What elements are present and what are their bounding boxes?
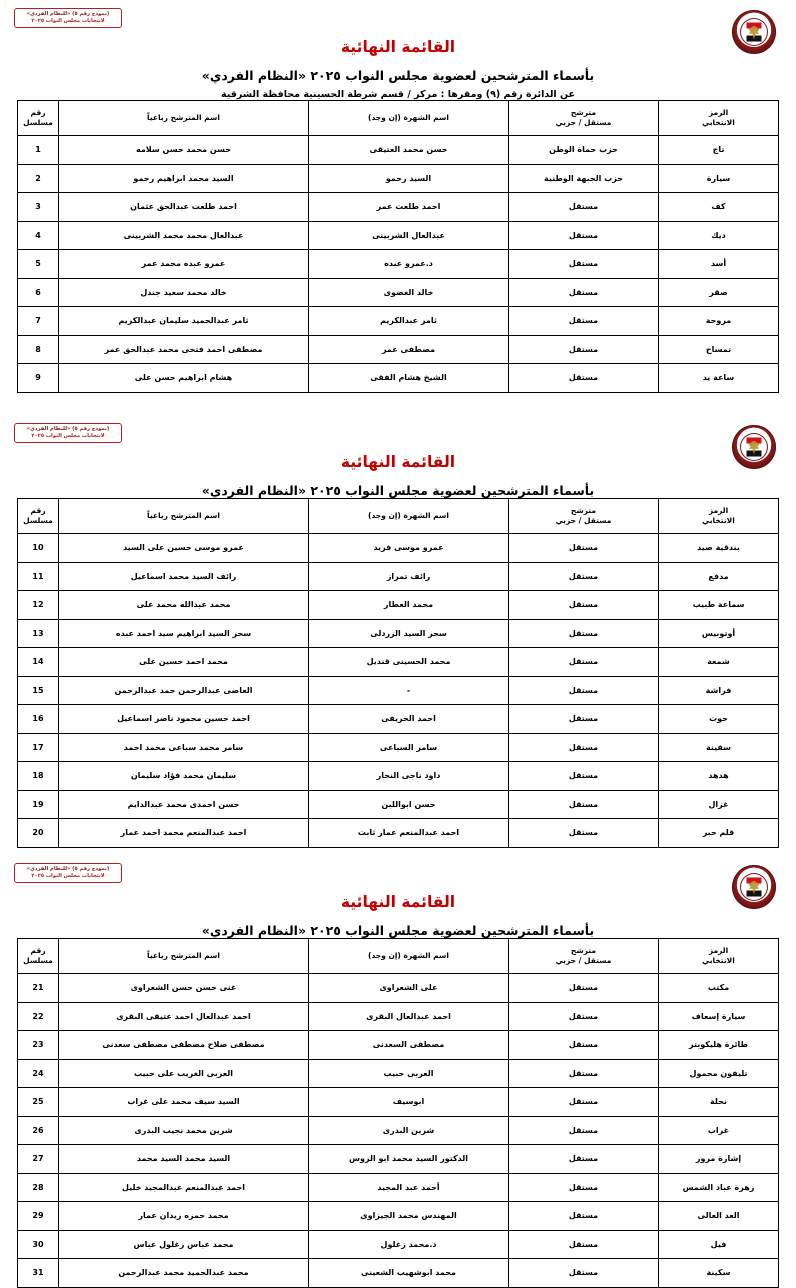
candidate-serial-number: 31 (18, 1259, 59, 1288)
candidate-affiliation: مستقل (509, 1059, 659, 1088)
candidate-full-name: مصطفى صلاح مصطفى مصطفى سعدنى (59, 1031, 309, 1060)
stamp-line-1: (نموذج رقم ٥) «للنظام الفردي» (26, 426, 110, 432)
candidate-fame-name: ثامر عبدالكريم (309, 307, 509, 336)
candidate-fame-name: أحمد عبد المجيد (309, 1173, 509, 1202)
candidate-serial-number: 4 (18, 221, 59, 250)
table-body (18, 136, 779, 393)
candidate-fame-name: سامر السباعى (309, 733, 509, 762)
candidate-affiliation: مستقل (509, 1145, 659, 1174)
column-header-affiliation: مترشح مستقل / حزبي (509, 939, 659, 974)
list-page-3 (0, 855, 796, 1280)
candidate-symbol: تمساح (659, 335, 779, 364)
table-row (18, 221, 779, 250)
candidate-affiliation: مستقل (509, 1202, 659, 1231)
column-header-serial: رقم مسلسل (18, 101, 59, 136)
candidate-full-name: محمد عباس زغلول عباس (59, 1230, 309, 1259)
table-row (18, 1002, 779, 1031)
stamp-line-1: (نموذج رقم ٥) «للنظام الفردي» (26, 866, 110, 872)
form-number-stamp (14, 8, 122, 28)
candidate-serial-number: 5 (18, 250, 59, 279)
candidate-full-name: حسن محمد حسن سلامه (59, 136, 309, 165)
column-header-fame-name: اسم الشهرة (إن وجد) (309, 101, 509, 136)
column-header-candidate-name: اسم المترشح رباعياً (59, 499, 309, 534)
table-row (18, 1173, 779, 1202)
table-row (18, 136, 779, 165)
candidate-serial-number: 27 (18, 1145, 59, 1174)
candidate-fame-name: العربى حبيب (309, 1059, 509, 1088)
table-row (18, 1230, 779, 1259)
page-header (0, 0, 796, 34)
emblem-ring (732, 865, 776, 909)
candidate-fame-name: احمد طلعت عمر (309, 193, 509, 222)
candidate-affiliation: مستقل (509, 193, 659, 222)
table-row (18, 676, 779, 705)
candidate-symbol: مدفع (659, 562, 779, 591)
candidate-full-name: سحر السيد ابراهيم سيد احمد عبده (59, 619, 309, 648)
candidate-fame-name: السيد رحمو (309, 164, 509, 193)
candidate-symbol: إشارة مرور (659, 1145, 779, 1174)
table-row (18, 705, 779, 734)
candidate-symbol: كف (659, 193, 779, 222)
emblem-ring (732, 425, 776, 469)
candidate-affiliation: مستقل (509, 762, 659, 791)
table-header-row (18, 939, 779, 974)
page-subtitle: بأسماء المترشحين لعضوية مجلس النواب ٢٠٢٥ «النظام الفردي» (201, 68, 595, 83)
candidate-affiliation: مستقل (509, 562, 659, 591)
candidate-fame-name: عمرو موسى فريد (309, 534, 509, 563)
candidate-serial-number: 30 (18, 1230, 59, 1259)
candidate-serial-number: 13 (18, 619, 59, 648)
table-row (18, 193, 779, 222)
candidate-fame-name: حسن محمد العتيقى (309, 136, 509, 165)
candidate-full-name: سامر محمد سباعى محمد احمد (59, 733, 309, 762)
table-row (18, 364, 779, 393)
table-row (18, 1088, 779, 1117)
page-header (0, 415, 796, 449)
form-number-stamp (14, 863, 122, 883)
column-header-serial: رقم مسلسل (18, 939, 59, 974)
table-row (18, 819, 779, 848)
candidate-full-name: محمد عبدالله محمد على (59, 591, 309, 620)
candidate-serial-number: 16 (18, 705, 59, 734)
candidate-full-name: سليمان محمد فؤاد سليمان (59, 762, 309, 791)
candidate-affiliation: مستقل (509, 705, 659, 734)
candidates-table (17, 100, 779, 393)
table-row (18, 648, 779, 677)
table-header-row (18, 101, 779, 136)
column-header-symbol: الرمز الانتخابي (659, 499, 779, 534)
page-header (0, 855, 796, 889)
candidate-affiliation: مستقل (509, 307, 659, 336)
candidate-affiliation: مستقل (509, 676, 659, 705)
table-row (18, 790, 779, 819)
candidate-full-name: احمد عبدالمنعم محمد احمد عمار (59, 819, 309, 848)
table-header-row (18, 499, 779, 534)
candidate-symbol: غزال (659, 790, 779, 819)
candidate-serial-number: 1 (18, 136, 59, 165)
candidate-fame-name: رائف تمراز (309, 562, 509, 591)
candidate-affiliation: مستقل (509, 619, 659, 648)
candidate-full-name: خالد محمد سعيد جندل (59, 278, 309, 307)
candidate-fame-name: على الشعراوى (309, 974, 509, 1003)
table-row (18, 762, 779, 791)
candidate-full-name: ثامر عبدالحميد سليمان عبدالكريم (59, 307, 309, 336)
candidate-symbol: سيارة (659, 164, 779, 193)
candidate-symbol: تاج (659, 136, 779, 165)
candidate-affiliation: حزب حماة الوطن (509, 136, 659, 165)
list-page-1 (0, 0, 796, 415)
candidate-fame-name: مصطفى عمر (309, 335, 509, 364)
candidate-affiliation: مستقل (509, 790, 659, 819)
egypt-national-elections-authority-emblem-icon (730, 861, 778, 915)
table-row (18, 1116, 779, 1145)
candidate-full-name: غنى حسن حسن الشعراوى (59, 974, 309, 1003)
candidate-full-name: هشام ابراهيم حسن على (59, 364, 309, 393)
candidate-affiliation: مستقل (509, 221, 659, 250)
page-title: القائمة النهائية (340, 453, 456, 471)
candidate-fame-name: احمد الحريفى (309, 705, 509, 734)
candidate-serial-number: 7 (18, 307, 59, 336)
candidate-affiliation: مستقل (509, 1116, 659, 1145)
column-header-symbol: الرمز الانتخابي (659, 101, 779, 136)
candidate-serial-number: 29 (18, 1202, 59, 1231)
candidate-full-name: العاصى عبدالرحمن حمد عبدالرحمن (59, 676, 309, 705)
candidate-fame-name: محمد العطار (309, 591, 509, 620)
candidate-affiliation: مستقل (509, 1088, 659, 1117)
table-row (18, 1259, 779, 1288)
candidate-serial-number: 9 (18, 364, 59, 393)
table-body (18, 534, 779, 848)
candidate-full-name: عمرو عبده محمد عمر (59, 250, 309, 279)
egypt-national-elections-authority-emblem-icon (730, 6, 778, 60)
candidate-fame-name: حسن ابواللبن (309, 790, 509, 819)
candidate-full-name: شرين محمد نجيب البدرى (59, 1116, 309, 1145)
candidate-symbol: أوتوبيس (659, 619, 779, 648)
candidate-fame-name: احمد عبدالعال البقرى (309, 1002, 509, 1031)
candidate-full-name: رائف السيد محمد اسماعيل (59, 562, 309, 591)
candidate-symbol: تليفون محمول (659, 1059, 779, 1088)
candidate-full-name: السيد محمد ابراهيم رحمو (59, 164, 309, 193)
candidate-serial-number: 2 (18, 164, 59, 193)
candidate-affiliation: مستقل (509, 733, 659, 762)
candidate-serial-number: 28 (18, 1173, 59, 1202)
candidate-fame-name: عبدالعال الشربينى (309, 221, 509, 250)
candidate-full-name: احمد حسين محمود ناصر اسماعيل (59, 705, 309, 734)
emblem-ring (732, 10, 776, 54)
egypt-national-elections-authority-emblem-icon (730, 421, 778, 475)
candidate-affiliation: مستقل (509, 335, 659, 364)
candidate-affiliation: مستقل (509, 974, 659, 1003)
page-title: القائمة النهائية (340, 893, 456, 911)
candidate-affiliation: مستقل (509, 819, 659, 848)
candidate-symbol: نحلة (659, 1088, 779, 1117)
candidate-full-name: عمرو موسى حسين على السيد (59, 534, 309, 563)
candidate-full-name: محمد عبدالحميد محمد عبدالرحمن (59, 1259, 309, 1288)
candidate-symbol: طائرة هليكوبتر (659, 1031, 779, 1060)
candidate-symbol: سيارة إسعاف (659, 1002, 779, 1031)
emblem-inner-disc (741, 874, 767, 900)
table-row (18, 562, 779, 591)
table-row (18, 1059, 779, 1088)
list-page-2 (0, 415, 796, 855)
candidate-affiliation: مستقل (509, 534, 659, 563)
candidate-serial-number: 18 (18, 762, 59, 791)
candidate-serial-number: 22 (18, 1002, 59, 1031)
candidate-fame-name: خالد الغضوى (309, 278, 509, 307)
table-row (18, 733, 779, 762)
candidate-symbol: سماعة طبيب (659, 591, 779, 620)
candidates-table (17, 938, 779, 1288)
candidate-fame-name: شرين البدرى (309, 1116, 509, 1145)
column-header-serial: رقم مسلسل (18, 499, 59, 534)
district-line: عن الدائرة رقم (٩) ومقرها : مركز / قسم شرطة الحسينية محافظة الشرقية (220, 89, 576, 100)
candidate-serial-number: 14 (18, 648, 59, 677)
candidate-serial-number: 10 (18, 534, 59, 563)
candidate-fame-name: الدكتور السيد محمد ابو الروس (309, 1145, 509, 1174)
table-row (18, 591, 779, 620)
candidate-full-name: احمد طلعت عبدالحق عثمان (59, 193, 309, 222)
candidate-full-name: محمد احمد حسين على (59, 648, 309, 677)
candidate-affiliation: مستقل (509, 591, 659, 620)
candidate-symbol: ديك (659, 221, 779, 250)
candidate-fame-name: مصطفى السعدنى (309, 1031, 509, 1060)
candidate-full-name: احمد عبدالعال احمد عتيقى البقرى (59, 1002, 309, 1031)
table-row (18, 974, 779, 1003)
table-row (18, 307, 779, 336)
candidate-full-name: السيد سيف محمد على غراب (59, 1088, 309, 1117)
candidate-serial-number: 26 (18, 1116, 59, 1145)
candidate-fame-name: احمد عبدالمنعم عمار ثابت (309, 819, 509, 848)
candidate-fame-name: الشيخ هشام الفقى (309, 364, 509, 393)
candidate-serial-number: 17 (18, 733, 59, 762)
candidate-serial-number: 11 (18, 562, 59, 591)
emblem-inner-disc (741, 434, 767, 460)
emblem-inner-disc (741, 19, 767, 45)
candidate-fame-name: محمد ابوشهيب الشعينى (309, 1259, 509, 1288)
page-title: القائمة النهائية (340, 38, 456, 56)
column-header-candidate-name: اسم المترشح رباعياً (59, 939, 309, 974)
stamp-line-2: لانتخابات مجلس النواب ٢٠٢٥ (31, 432, 105, 439)
candidate-affiliation: مستقل (509, 1230, 659, 1259)
stamp-line-2: لانتخابات مجلس النواب ٢٠٢٥ (31, 17, 105, 24)
candidate-affiliation: مستقل (509, 648, 659, 677)
candidate-affiliation: مستقل (509, 1259, 659, 1288)
table-body (18, 974, 779, 1288)
candidate-serial-number: 25 (18, 1088, 59, 1117)
candidate-symbol: صقر (659, 278, 779, 307)
table-row (18, 250, 779, 279)
candidate-serial-number: 20 (18, 819, 59, 848)
candidate-symbol: زهرة عباد الشمس (659, 1173, 779, 1202)
candidate-fame-name: ابوسيف (309, 1088, 509, 1117)
candidate-symbol: العد العالى (659, 1202, 779, 1231)
page-subtitle: بأسماء المترشحين لعضوية مجلس النواب ٢٠٢٥ «النظام الفردي» (201, 483, 595, 498)
candidate-symbol: مكتب (659, 974, 779, 1003)
table-row (18, 164, 779, 193)
stamp-line-1: (نموذج رقم ٥) «للنظام الفردي» (26, 11, 110, 17)
table-row (18, 1202, 779, 1231)
candidate-full-name: السيد محمد السيد محمد (59, 1145, 309, 1174)
candidate-full-name: احمد عبدالمنعم عبدالمجيد خليل (59, 1173, 309, 1202)
candidate-full-name: مصطفى احمد فتحى محمد عبدالحق عمر (59, 335, 309, 364)
candidate-fame-name: سحر السيد الزردلى (309, 619, 509, 648)
candidate-symbol: فراشة (659, 676, 779, 705)
column-header-affiliation: مترشح مستقل / حزبي (509, 499, 659, 534)
candidate-symbol: أسد (659, 250, 779, 279)
candidate-symbol: حوت (659, 705, 779, 734)
candidate-affiliation: مستقل (509, 1031, 659, 1060)
candidate-affiliation: مستقل (509, 1002, 659, 1031)
candidate-serial-number: 24 (18, 1059, 59, 1088)
candidate-symbol: ساعة يد (659, 364, 779, 393)
candidate-fame-name: د.محمد زغلول (309, 1230, 509, 1259)
candidate-serial-number: 6 (18, 278, 59, 307)
candidates-table (17, 498, 779, 848)
candidate-serial-number: 19 (18, 790, 59, 819)
candidate-full-name: حسن احمدى محمد عبدالدايم (59, 790, 309, 819)
candidate-serial-number: 12 (18, 591, 59, 620)
candidate-symbol: سفينة (659, 733, 779, 762)
table-row (18, 278, 779, 307)
candidate-fame-name: محمد الحسينى قنديل (309, 648, 509, 677)
column-header-candidate-name: اسم المترشح رباعياً (59, 101, 309, 136)
candidate-serial-number: 8 (18, 335, 59, 364)
stamp-line-2: لانتخابات مجلس النواب ٢٠٢٥ (31, 872, 105, 879)
candidate-fame-name: د.عمرو عبده (309, 250, 509, 279)
table-row (18, 534, 779, 563)
candidate-fame-name: المهندس محمد الجيزاوى (309, 1202, 509, 1231)
candidate-fame-name: - (309, 676, 509, 705)
candidate-affiliation: مستقل (509, 278, 659, 307)
candidate-affiliation: مستقل (509, 250, 659, 279)
candidate-serial-number: 3 (18, 193, 59, 222)
column-header-symbol: الرمز الانتخابي (659, 939, 779, 974)
candidate-serial-number: 21 (18, 974, 59, 1003)
form-number-stamp (14, 423, 122, 443)
column-header-fame-name: اسم الشهرة (إن وجد) (309, 499, 509, 534)
column-header-affiliation: مترشح مستقل / حزبي (509, 101, 659, 136)
page-subtitle: بأسماء المترشحين لعضوية مجلس النواب ٢٠٢٥ «النظام الفردي» (201, 923, 595, 938)
candidate-symbol: فيل (659, 1230, 779, 1259)
candidate-affiliation: مستقل (509, 1173, 659, 1202)
candidate-affiliation: حزب الجبهة الوطنية (509, 164, 659, 193)
candidate-full-name: العربى الغريب على حبيب (59, 1059, 309, 1088)
table-row (18, 1145, 779, 1174)
column-header-fame-name: اسم الشهرة (إن وجد) (309, 939, 509, 974)
candidate-affiliation: مستقل (509, 364, 659, 393)
candidate-fame-name: داود ناجى النجار (309, 762, 509, 791)
table-row (18, 1031, 779, 1060)
candidate-symbol: هدهد (659, 762, 779, 791)
candidate-symbol: شمعة (659, 648, 779, 677)
candidate-symbol: قلم حبر (659, 819, 779, 848)
candidate-symbol: غراب (659, 1116, 779, 1145)
candidate-serial-number: 23 (18, 1031, 59, 1060)
candidate-full-name: محمد حمزه زيدان عمار (59, 1202, 309, 1231)
table-row (18, 335, 779, 364)
candidate-symbol: بندقية صيد (659, 534, 779, 563)
table-row (18, 619, 779, 648)
candidate-symbol: مروحة (659, 307, 779, 336)
candidate-serial-number: 15 (18, 676, 59, 705)
candidate-symbol: سكينة (659, 1259, 779, 1288)
candidate-full-name: عبدالعال محمد محمد الشربينى (59, 221, 309, 250)
